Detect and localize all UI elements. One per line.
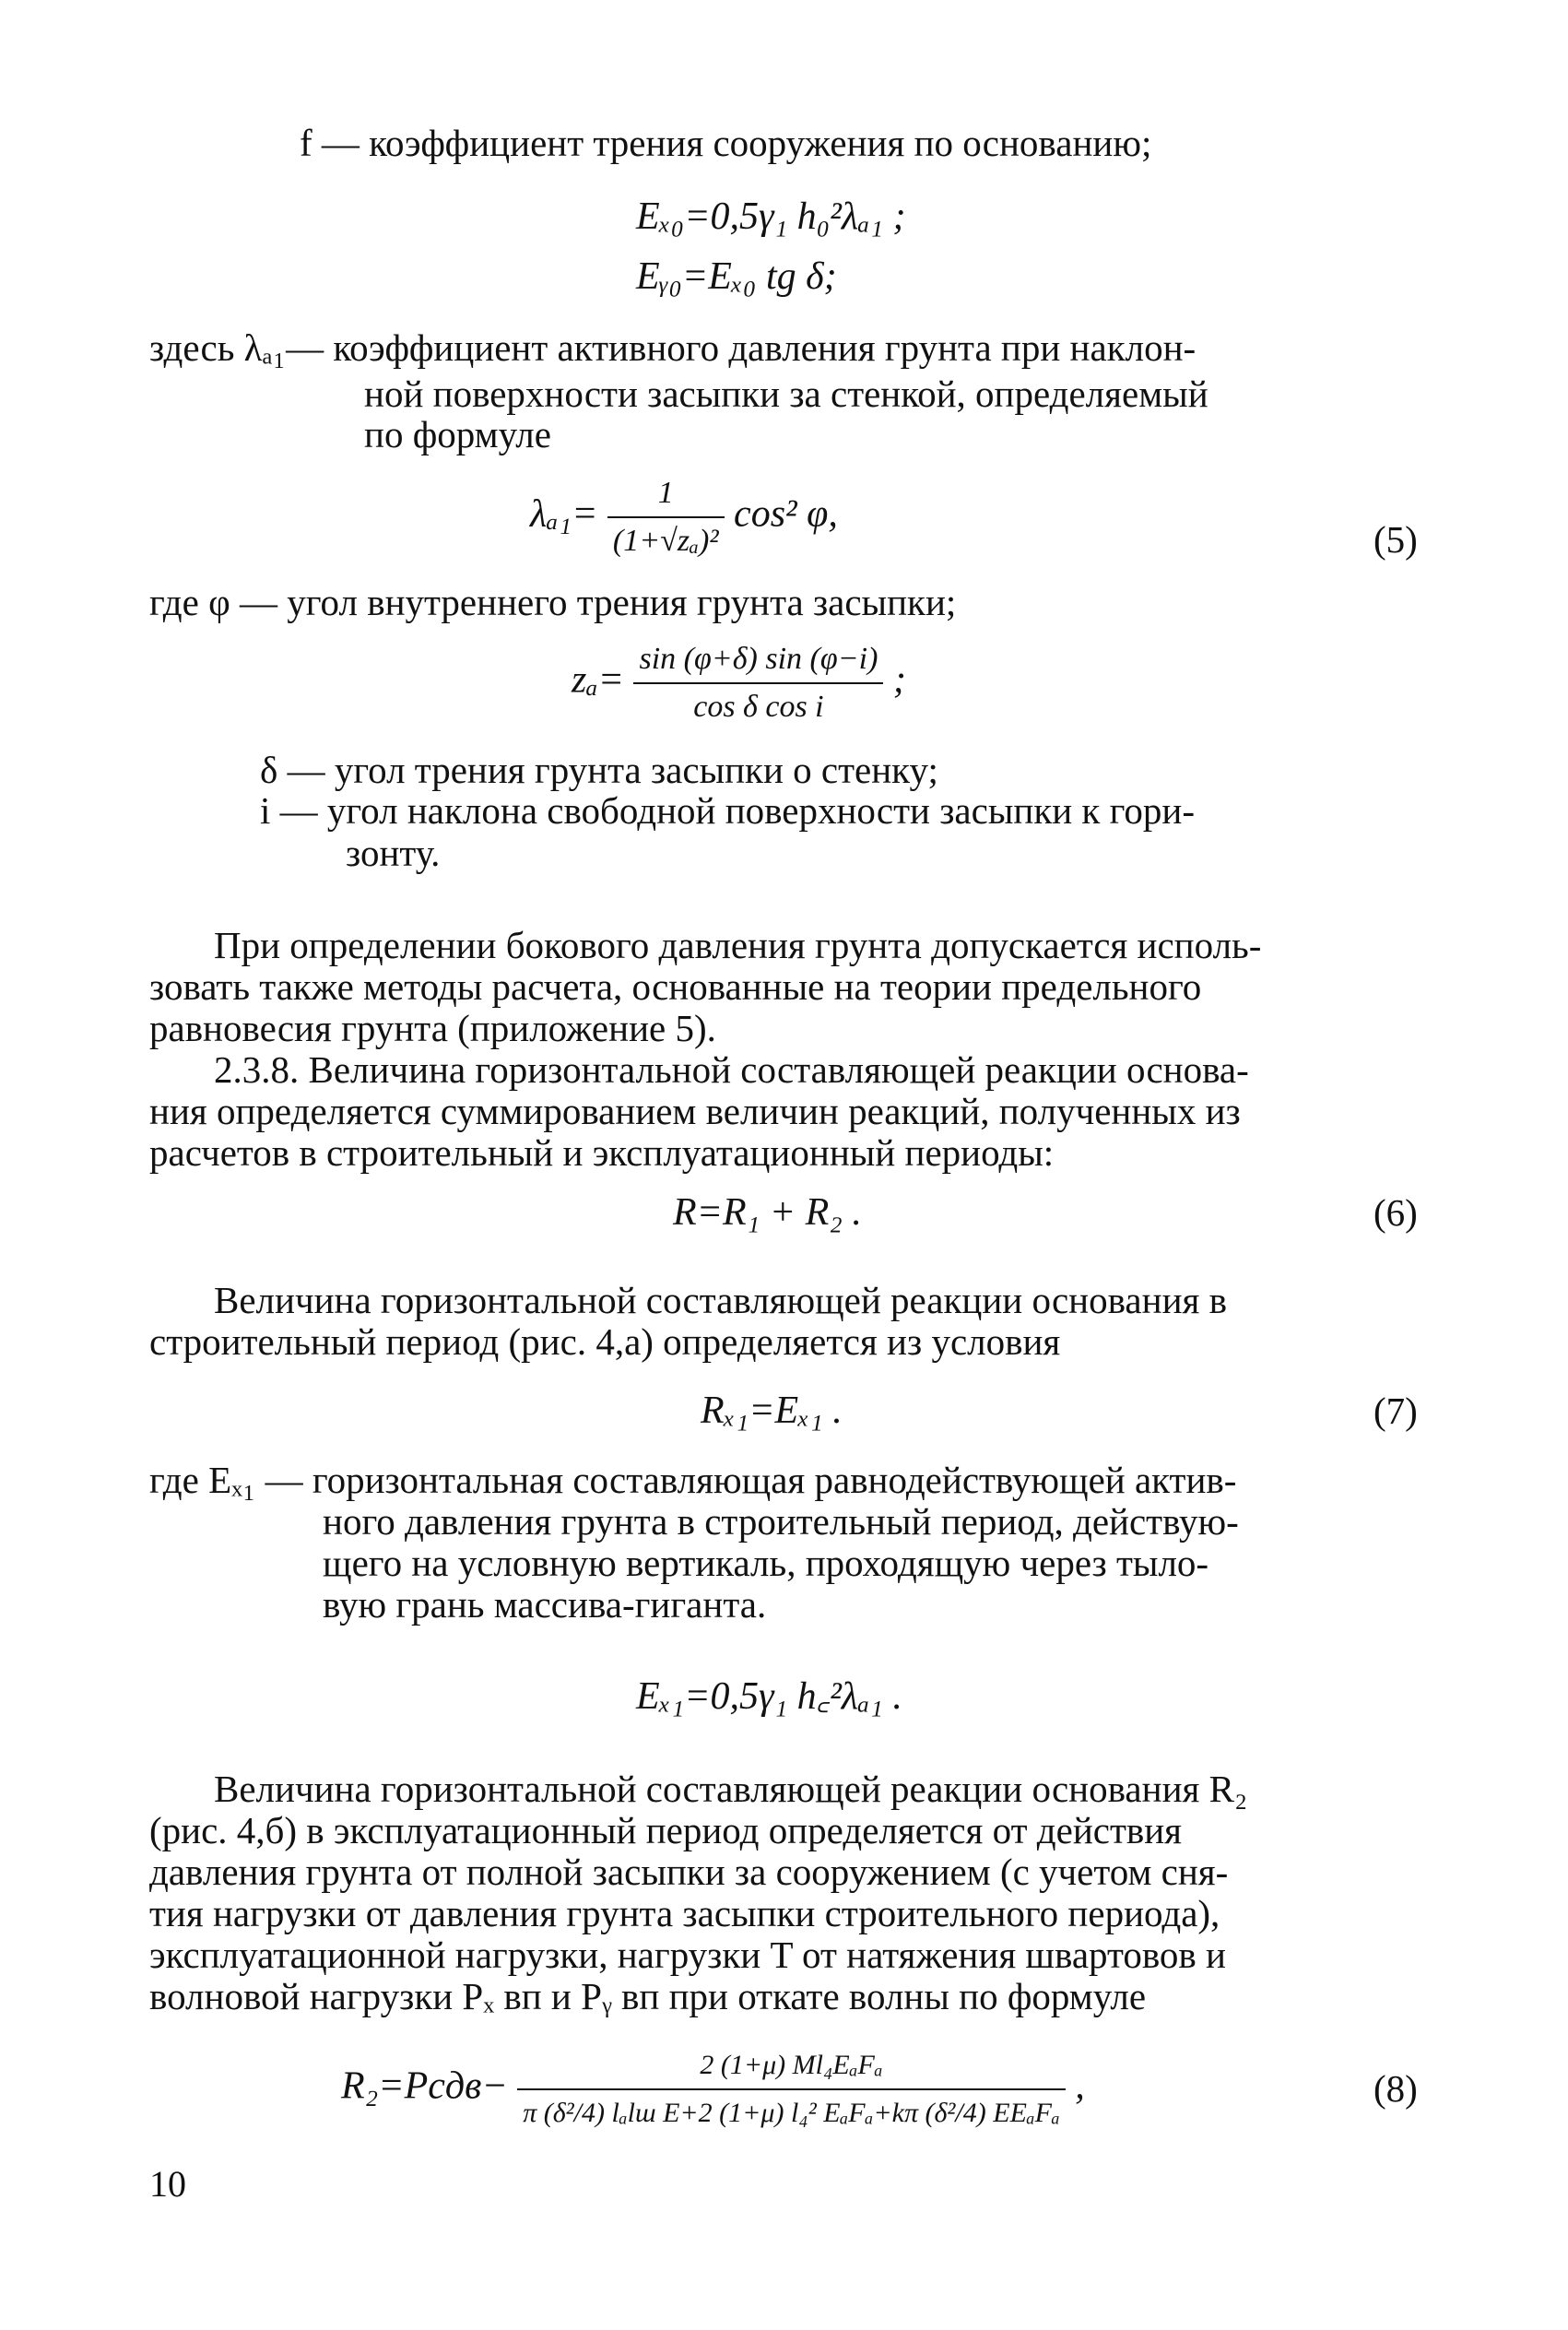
definition-lambda-line2: ной поверхности засыпки за стенкой, определяемый <box>364 373 1208 415</box>
equation-5 <box>530 470 838 564</box>
equation-za <box>572 636 906 730</box>
equation-7: Rₓ₁=Eₓ₁ . <box>701 1390 843 1432</box>
para1-line1: При определении бокового давления грунта допускается исполь- <box>214 924 1262 966</box>
page-number: 10 <box>149 2163 186 2205</box>
equation-number-8: (8) <box>1373 2067 1418 2110</box>
para2-line3: расчетов в строительный и эксплуатационный периоды: <box>149 1131 1055 1174</box>
eq5-numerator: 1 <box>607 470 725 518</box>
equation-ex1: Eₓ₁=0,5γ₁ h꜀²λₐ₁ . <box>636 1675 902 1718</box>
eqza-numerator: sin (φ+δ) sin (φ−i) <box>633 636 883 684</box>
para4-line6: волновой нагрузки Pₓ вп и Pᵧ вп при откате волны по формуле <box>149 1975 1147 2017</box>
definition-ex1-line2: ного давления грунта в строительный период, действую- <box>323 1500 1239 1543</box>
definition-delta: δ — угол трения грунта засыпки о стенку; <box>260 749 938 791</box>
definition-ex1-line1: где Eₓ₁ — горизонтальная составляющая равнодействующей актив- <box>149 1459 1237 1501</box>
para4-line4: тия нагрузки от давления грунта засыпки строительного периода), <box>149 1892 1220 1934</box>
eqza-denominator: cos δ cos i <box>693 690 824 724</box>
definition-f: f — коэффициент трения сооружения по основанию; <box>300 122 1152 164</box>
para4-line2: (рис. 4,б) в эксплуатационный период определяется от действия <box>149 1809 1183 1851</box>
equation-8 <box>341 2042 1085 2136</box>
definition-lambda-line3: по формуле <box>364 413 551 455</box>
para1-line3: равновесия грунта (приложение 5). <box>149 1007 716 1049</box>
eq5-fraction <box>607 470 725 564</box>
eq8-lhs: R₂=Pсдв− <box>341 2064 508 2108</box>
definition-phi: где φ — угол внутреннего трения грунта засыпки; <box>149 581 957 623</box>
equation-6: R=R₁ + R₂ . <box>673 1191 862 1234</box>
eq8-numerator: 2 (1+μ) Ml₄EₐFₐ <box>517 2042 1066 2090</box>
definition-ex1-line4: вую грань массива-гиганта. <box>323 1583 767 1626</box>
equation-number-7: (7) <box>1373 1390 1418 1432</box>
definition-ex1-line3: щего на условную вертикаль, проходящую через тыло- <box>323 1542 1209 1584</box>
equation-number-6: (6) <box>1373 1191 1418 1234</box>
para2-line2: ния определяется суммированием величин реакций, полученных из <box>149 1090 1241 1132</box>
definition-lambda-line1: здесь λₐ₁— коэффициент активного давления грунта при наклон- <box>149 326 1197 369</box>
eq8-rhs: , <box>1075 2064 1085 2108</box>
definition-i-line1: i — угол наклона свободной поверхности засыпки к гори- <box>260 789 1195 832</box>
eqza-lhs: zₐ= <box>572 658 624 702</box>
para4-line3: давления грунта от полной засыпки за сооружением (с учетом сня- <box>149 1851 1229 1893</box>
eq5-denominator: (1+√zₐ)² <box>612 524 719 558</box>
eq5-rhs: cos² φ, <box>734 492 838 536</box>
eq8-denominator: π (δ²/4) lₐlш E+2 (1+μ) l₄² EₐFₐ+kπ (δ²/4) EEₐFₐ <box>523 2098 1060 2128</box>
para4-line5: эксплуатационной нагрузки, нагрузки T от натяжения швартовов и <box>149 1934 1226 1976</box>
equation-number-5: (5) <box>1373 518 1418 561</box>
equation-ey0: Eᵧ₀=Eₓ₀ tg δ; <box>636 255 837 298</box>
eqza-rhs: ; <box>892 658 906 702</box>
eq5-lhs: λₐ₁= <box>530 492 598 536</box>
eq8-fraction <box>517 2042 1066 2136</box>
para1-line2: зовать также методы расчета, основанные на теории предельного <box>149 965 1202 1008</box>
para4-line1: Величина горизонтальной составляющей реакции основания R₂ <box>214 1768 1248 1810</box>
eqza-fraction <box>633 636 883 730</box>
equation-ex0: Eₓ₀=0,5γ₁ h₀²λₐ₁ ; <box>636 195 906 238</box>
para3-line2: строительный период (рис. 4,а) определяется из условия <box>149 1320 1061 1363</box>
para2-line1: 2.3.8. Величина горизонтальной составляющей реакции основа- <box>214 1048 1249 1091</box>
definition-i-line2: зонту. <box>346 832 441 874</box>
para3-line1: Величина горизонтальной составляющей реакции основания в <box>214 1279 1227 1321</box>
